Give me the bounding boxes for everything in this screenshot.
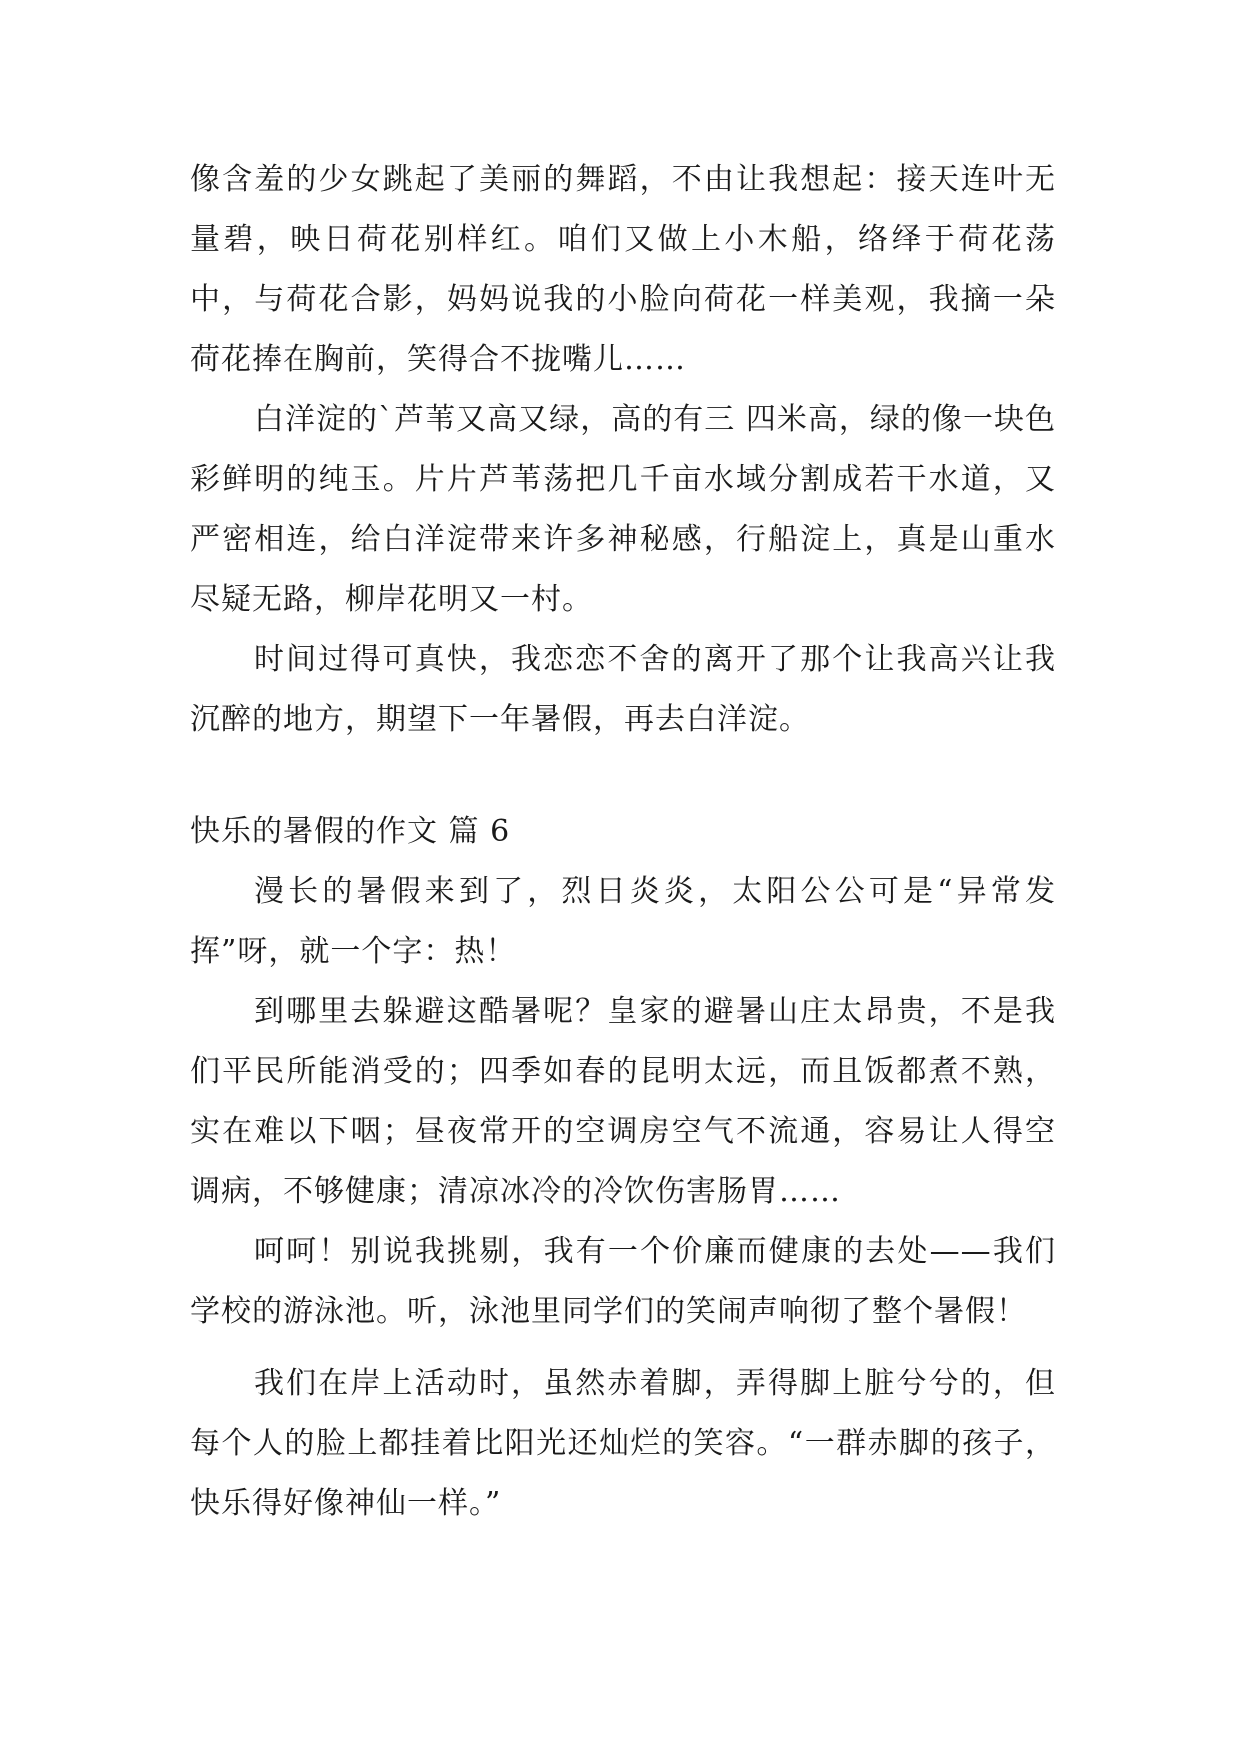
paragraph-barefoot-children: 我们在岸上活动时，虽然赤着脚，弄得脚上脏兮兮的，但每个人的脸上都挂着比阳光还灿烂的笑容。“一群赤脚的孩子，快乐得好像神仙一样。” bbox=[190, 1366, 1056, 1521]
paragraph-reeds: 白洋淀的`芦苇又高又绿，高的有三 四米高，绿的像一块色彩鲜明的纯玉。片片芦苇荡把几千亩水域分割成若干水道，又严密相连，给白洋淀带来许多神秘感，行船淀上，真是山重水尽疑无路，柳岸花明又一村。 bbox=[190, 402, 1056, 617]
section-heading: 快乐的暑假的作文 篇 6 bbox=[190, 814, 511, 849]
section-gap bbox=[190, 750, 1056, 802]
paragraph-farewell: 时间过得可真快，我恋恋不舍的离开了那个让我高兴让我沉醉的地方，期望下一年暑假，再去白洋淀。 bbox=[190, 642, 1056, 737]
paragraph-lotus-continuation: 像含羞的少女跳起了美丽的舞蹈，不由让我想起：接天连叶无量碧，映日荷花别样红。咱们又做上小木船，络绎于荷花荡中，与荷花合影，妈妈说我的小脸向荷花一样美观，我摘一朵荷花捧在胸前，笑得合不拢嘴儿…… bbox=[190, 162, 1056, 377]
paragraph-hot-summer: 漫长的暑假来到了，烈日炎炎，太阳公公可是“异常发挥”呀，就一个字：热！ bbox=[190, 874, 1056, 969]
document-page bbox=[190, 150, 1056, 1534]
paragraph-where-to-go: 到哪里去躲避这酷暑呢？皇家的避暑山庄太昂贵，不是我们平民所能消受的；四季如春的昆明太远，而且饭都煮不熟，实在难以下咽；昼夜常开的空调房空气不流通，容易让人得空调病，不够健康；清凉冰冷的冷饮伤害肠胃…… bbox=[190, 994, 1056, 1209]
paragraph-swimming-pool: 呵呵！别说我挑剔，我有一个价廉而健康的去处——我们学校的游泳池。听，泳池里同学们的笑闹声响彻了整个暑假！ bbox=[190, 1234, 1056, 1329]
paragraph-gap bbox=[190, 1342, 1056, 1354]
